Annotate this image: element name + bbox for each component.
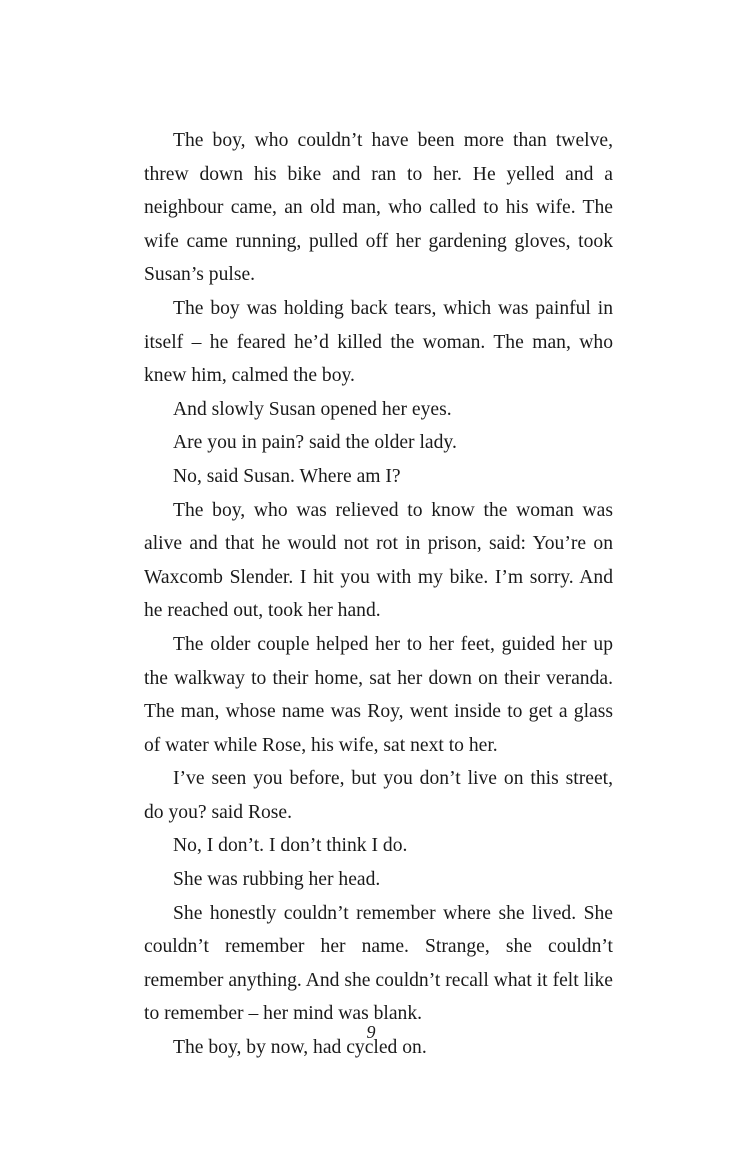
body-text <box>144 124 613 1065</box>
page-number: 9 <box>366 1022 376 1042</box>
paragraph-8: I’ve seen you before, but you don’t live on this street, do you? said Rose. <box>144 768 613 823</box>
paragraph-6: The boy, who was relieved to know the woman was alive and that he would not rot in prison, said: You’re on Waxcomb Slender. I hit you with my bike. I’m sorry. And he reached out, took her hand. <box>144 499 613 622</box>
paragraph-9: No, I don’t. I don’t think I do. <box>173 835 408 857</box>
paragraph-11: She honestly couldn’t remember where she lived. She couldn’t remember her name. Strange, she couldn’t remember anything. And she couldn’t recall what it felt like to remember – her mind was blank. <box>144 902 613 1025</box>
paragraph-2: The boy was holding back tears, which was painful in itself – he feared he’d killed the woman. The man, who knew him, calmed the boy. <box>144 297 613 387</box>
paragraph-12: The boy, by now, had cycled on. <box>173 1037 427 1059</box>
paragraph-7: The older couple helped her to her feet, guided her up the walkway to their home, sat her down on their veranda. The man, whose name was Roy, went inside to get a glass of water while Rose, his wife, sat next to her. <box>144 633 613 756</box>
paragraph-5: No, said Susan. Where am I? <box>173 465 401 487</box>
paragraph-1: The boy, who couldn’t have been more than twelve, threw down his bike and ran to her. He yelled and a neighbour came, an old man, who called to his wife. The wife came running, pulled off her gardening gloves, took Susan’s pulse. <box>144 130 613 286</box>
paragraph-10: She was rubbing her head. <box>173 869 381 891</box>
paragraph-4: Are you in pain? said the older lady. <box>173 432 457 454</box>
paragraph-3: And slowly Susan opened her eyes. <box>173 398 452 420</box>
